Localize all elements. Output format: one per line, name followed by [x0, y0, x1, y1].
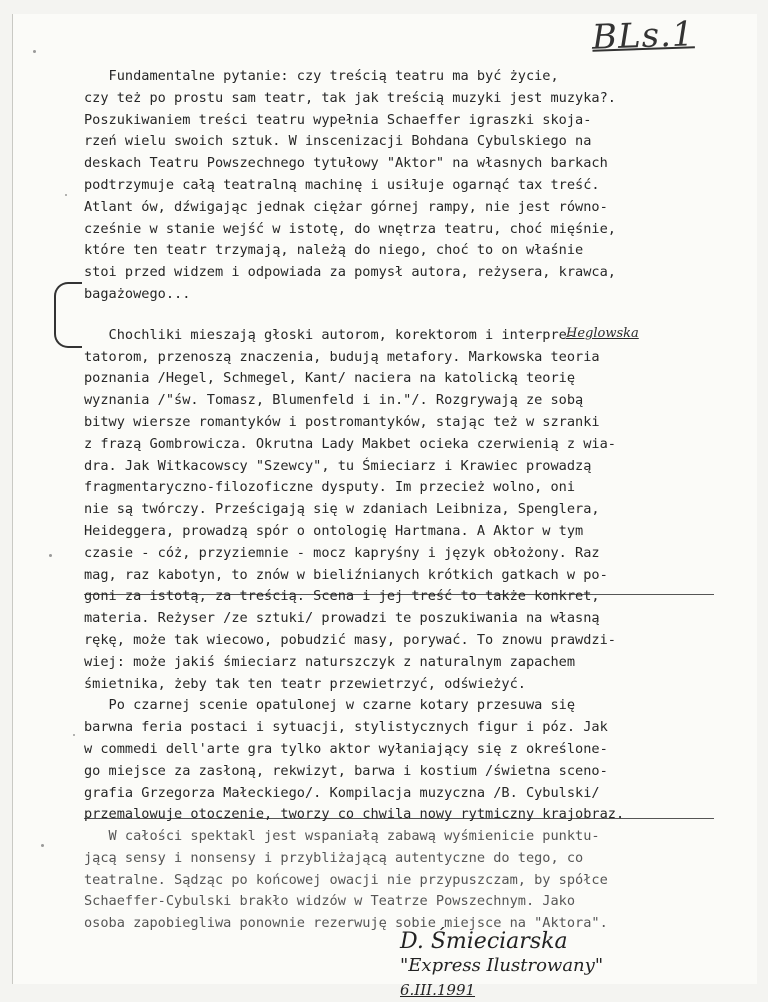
text-line: stoi przed widzem i odpowiada za pomysł autora, reżysera, krawca, — [84, 264, 616, 281]
text-line: rękę, może tak wiecowo, pobudzić masy, porywać. To znowu prawdzi- — [84, 631, 616, 648]
text-line: grafia Grzegorza Małeckiego/. Kompilacja muzyczna /B. Cybulski/ — [84, 784, 600, 801]
text-line: barwna feria postaci i sytuacji, stylistycznych figur i póz. Jak — [84, 719, 608, 736]
article-body — [84, 66, 724, 935]
paragraph — [84, 826, 724, 935]
text-line: fragmentaryczno-filozoficzne dysputy. Im przecież wolno, oni — [84, 479, 576, 496]
text-line: bagażowego... — [84, 285, 191, 302]
text-line: Schaeffer-Cybulski brakło widzów w Teatrze Powszechnym. Jako — [84, 893, 576, 910]
text-line: tatorom, przenoszą znaczenia, budują metafory. Markowska teoria — [84, 348, 600, 365]
text-line: osoba zapobiegliwa ponownie rezerwuję sobie miejsce na "Aktora". — [84, 915, 608, 932]
text-line: deskach Teatru Powszechnego tytułowy "Aktor" na własnych barkach — [84, 155, 608, 172]
text-line: wiej: może jakiś śmieciarz naturszczyk z naturalnym zapachem — [84, 653, 576, 670]
paragraph — [84, 325, 724, 696]
text-line: materia. Reżyser /ze sztuki/ prowadzi te poszukiwania na własną — [84, 610, 600, 627]
text-line: poznania /Hegel, Schmegel, Kant/ nacierа na katolicką teorię — [84, 370, 576, 387]
text-line: teatralne. Sądząc po końcowej owacji nie przypuszczam, by spółce — [84, 871, 608, 888]
text-line: w commedi dell'arte gra tylko aktor wyłaniający się z określone- — [84, 740, 608, 757]
text-line: Po czarnej scenie opatulonej w czarne kotary przesuwa się — [84, 697, 576, 714]
author-signature: D. Śmieciarska — [400, 929, 568, 954]
text-line: Heideggera, prowadzą spór o ontologię Hartmana. A Aktor w tym — [84, 522, 584, 539]
text-line: nie są twórczy. Prześcigają się w zdaniach Leibniza, Spenglera, — [84, 501, 600, 518]
paragraph — [84, 66, 724, 306]
text-line: Poszukiwaniem treści teatru wypełnia Schaeffer igraszki skoja- — [84, 111, 592, 128]
text-line: rzeń wielu swoich sztuk. W inscenizacji Bohdana Cybulskiego na — [84, 133, 592, 150]
text-line: podtrzymuje całą teatralną machinę i usiłuje ogarnąć tax treść. — [84, 176, 600, 193]
text-line: jącą sensy i nonsensy i przybliżającą autentyczne do tego, co — [84, 849, 584, 866]
handwritten-insert: Heglowska — [566, 326, 639, 341]
text-line: dra. Jak Witkacowscy "Szewcy", tu Śmieciarz i Krawiec prowadzą — [84, 457, 592, 474]
paragraph — [84, 695, 724, 826]
text-line: wyznania /"św. Tomasz, Blumenfeld i in."/. Rozgrywają ze sobą — [84, 392, 584, 409]
text-line: czy też po prostu sam teatr, tak jak treścią muzyki jest muzyka?. — [84, 89, 616, 106]
text-line: z frazą Gombrowicza. Okrutna Lady Makbet ocieka czerwienią z wia- — [84, 435, 616, 452]
text-line: go miejsce za zasłoną, rekwizyt, barwa i kostium /świetna sceno- — [84, 762, 608, 779]
text-line: przemalowuje otoczenie, tworzy co chwila nowy rytmiczny krajobraz. — [84, 806, 625, 823]
text-line: śmietnika, żeby tak ten teatr przewietrzyć, odświeżyć. — [84, 675, 526, 692]
text-line: czasie - cóż, przyziemnie - mocz kapryśny i język obłożony. Raz — [84, 544, 600, 561]
text-line: goni za istotą, za treścią. Scena i jej treść to także konkret, — [84, 588, 600, 605]
text-line: cześnie w stanie wejść w istotę, do wnętrza teatru, choć mięśnie, — [84, 220, 616, 237]
publication-name: "Express Ilustrowany" — [400, 955, 604, 976]
text-line: Chochliki mieszają głoski autorom, korektorom i interpre- — [84, 326, 576, 343]
text-line: bitwy wiersze romantyków i postromantyków, stając też w szranki — [84, 413, 600, 430]
archive-mark: BLs.1 — [591, 14, 696, 58]
text-line: W całości spektakl jest wspaniałą zabawą wyśmienicie punktu- — [84, 828, 600, 845]
signature-block — [400, 930, 603, 1002]
text-line: Atlant ów, dźwigając jednak ciężar górnej rampy, nie jest równo- — [84, 198, 608, 215]
text-line: Fundamentalne pytanie: czy treścią teatru ma być życie, — [84, 68, 559, 84]
text-line: mag, raz kabotyn, to znów w bieliźnianych krótkich gatkach w po- — [84, 566, 608, 583]
margin-bracket — [54, 282, 82, 348]
publication-date: 6.III.1991 — [400, 981, 476, 999]
text-line: które ten teatr trzymają, należą do niego, choć to on właśnie — [84, 242, 584, 259]
